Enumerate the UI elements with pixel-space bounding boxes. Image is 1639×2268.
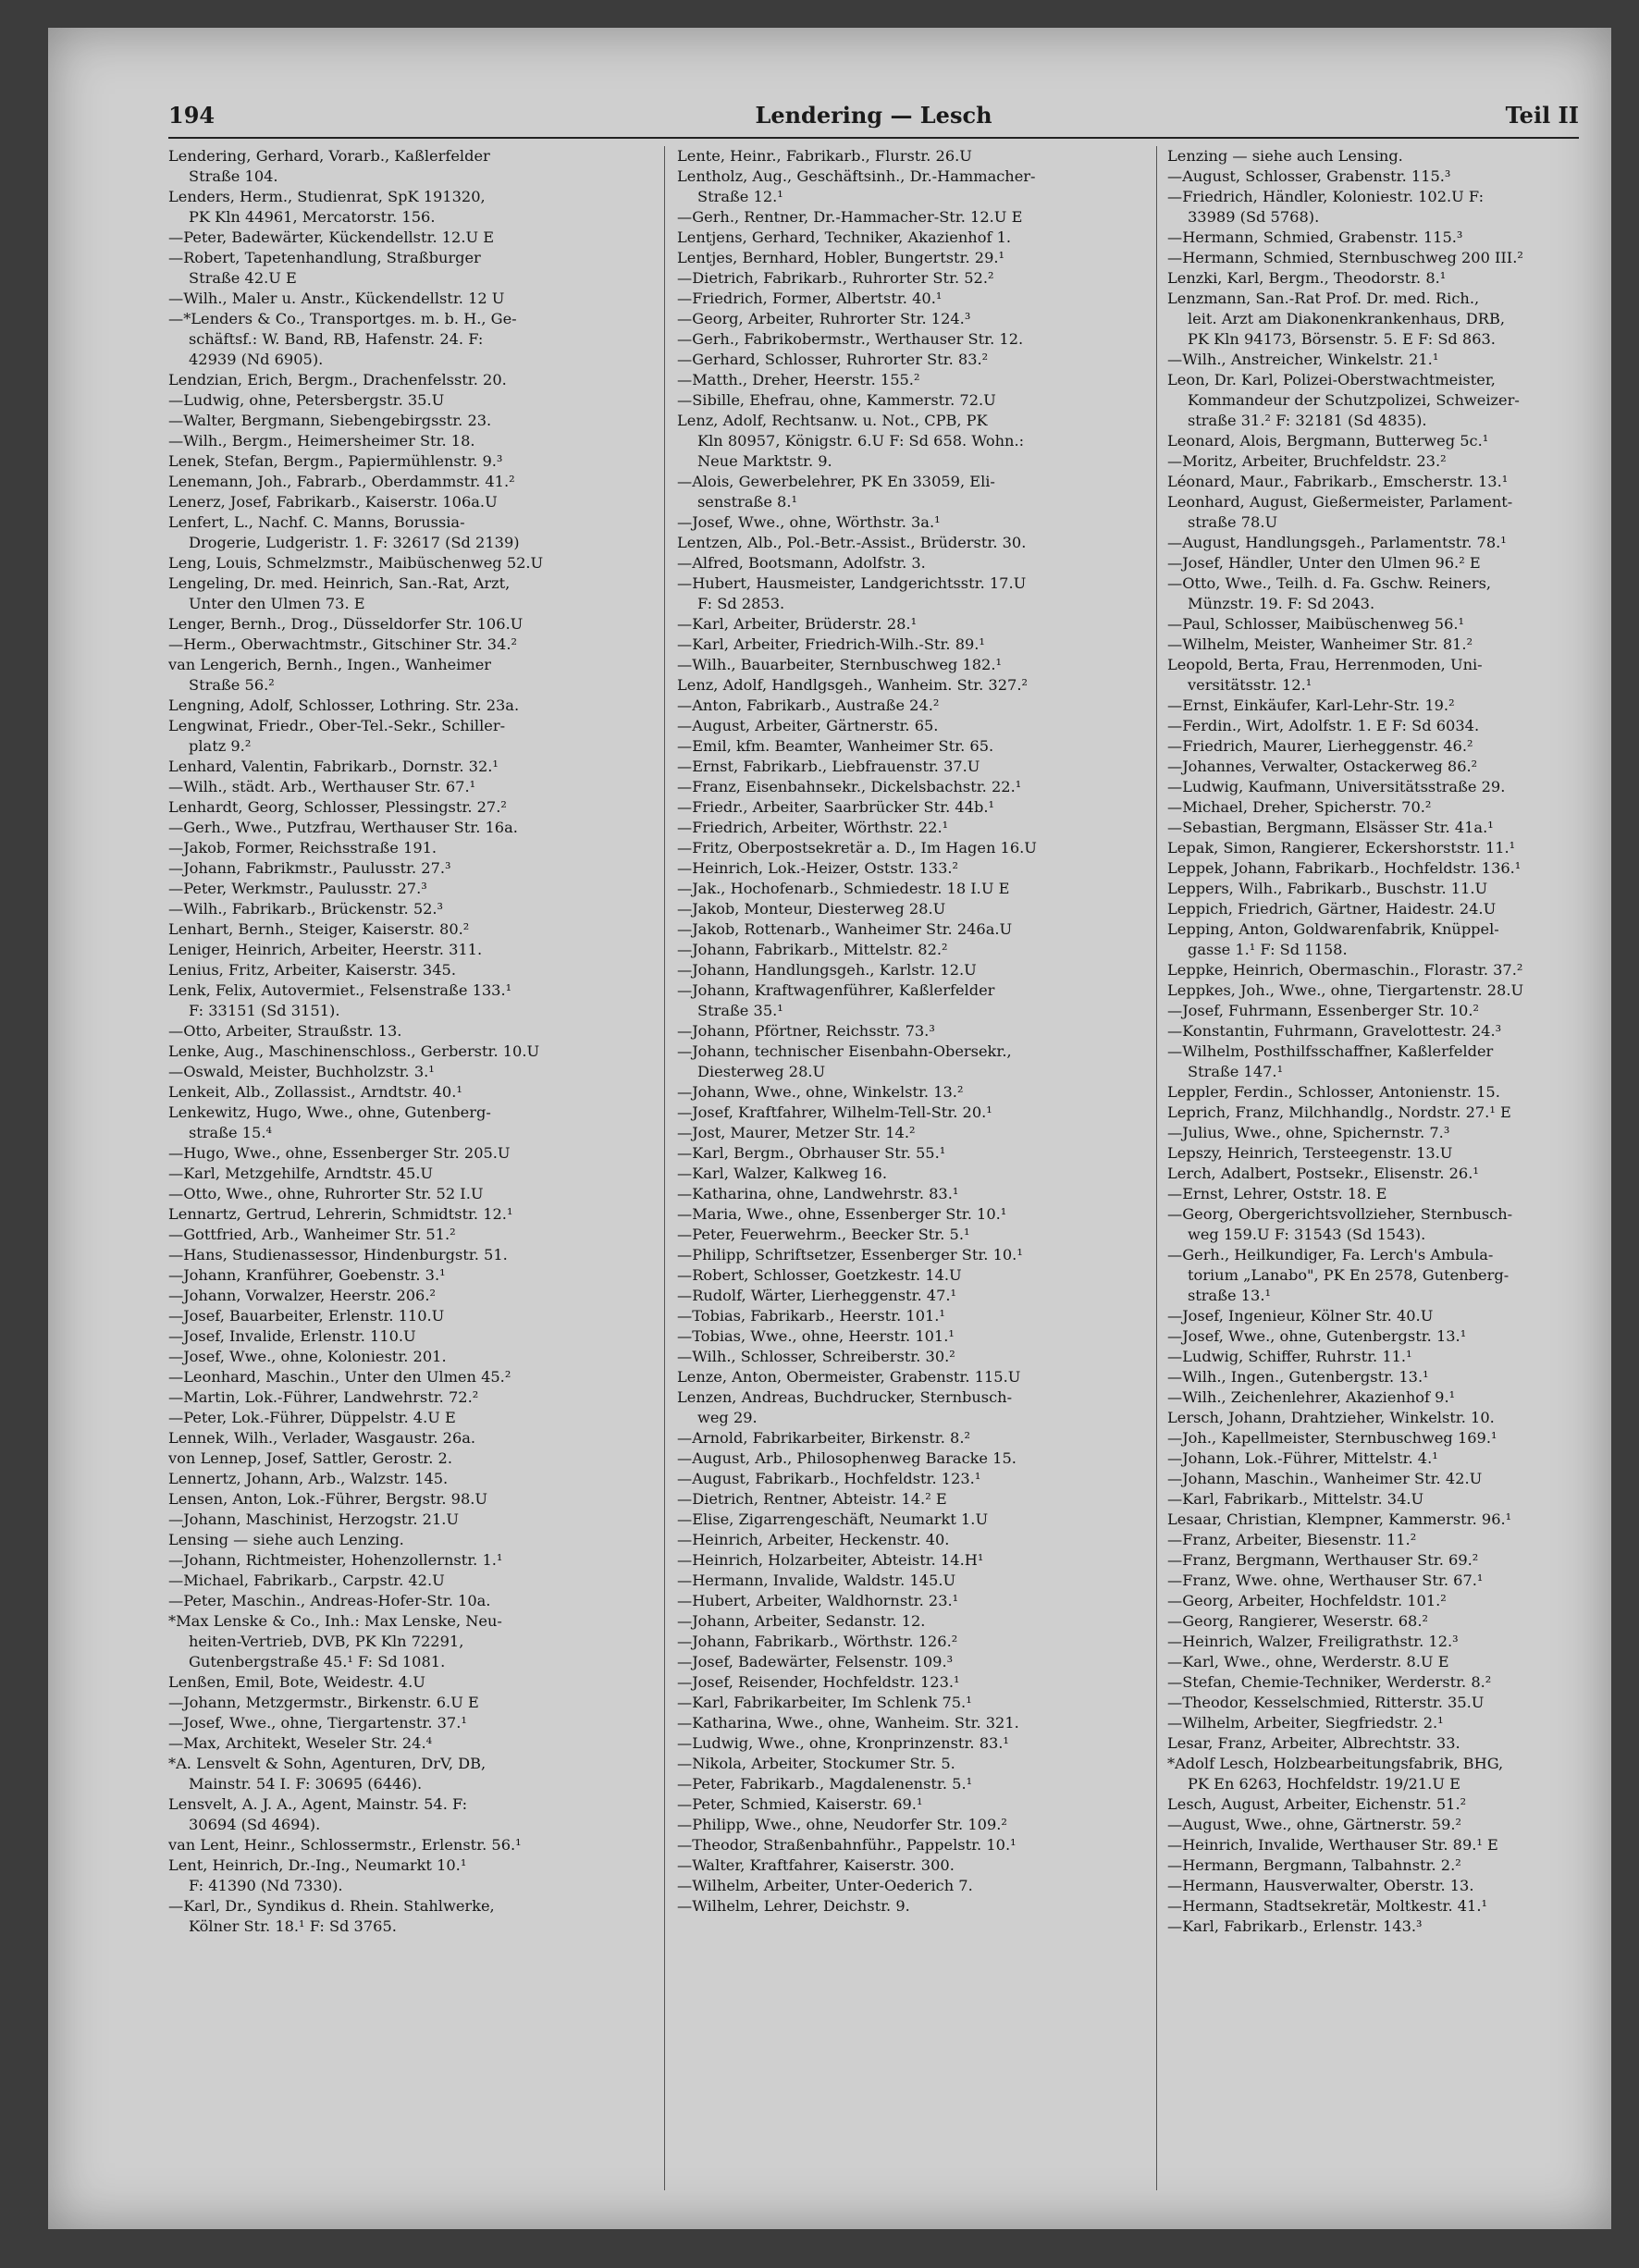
directory-entry-line: Lenzki, Karl, Bergm., Theodorstr. 8.¹ [1167,269,1447,287]
directory-entry-line: —Michael, Fabrikarb., Carpstr. 42.U [168,1572,445,1589]
directory-entry-line: van Lent, Heinr., Schlossermstr., Erlenstr. 56.¹ [168,1836,522,1854]
directory-entry-line: —Wilh., Zeichenlehrer, Akazienhof 9.¹ [1167,1388,1456,1406]
directory-entry-line: Leon, Dr. Karl, Polizei-Oberstwachtmeister, [1167,371,1496,388]
directory-entry-line: —Wilh., Maler u. Anstr., Kückendellstr. 12 U [168,290,505,307]
directory-entry-line: Lennartz, Gertrud, Lehrerin, Schmidtstr. 12.¹ [168,1205,513,1223]
directory-entry-line: Drogerie, Ludgeristr. 1. F: 32617 (Sd 2139) [189,534,520,551]
directory-entry-line: Lersch, Johann, Drahtzieher, Winkelstr. 10. [1167,1409,1495,1426]
directory-entry-line: Lenkeit, Alb., Zollassist., Arndtstr. 40.¹ [168,1083,462,1101]
directory-entry-line: Leng, Louis, Schmelzmstr., Maibüschenweg 52.U [168,554,544,572]
directory-entry-line: —Jakob, Former, Reichsstraße 191. [168,839,437,857]
directory-entry-line: —Johann, Pförtner, Reichsstr. 73.³ [677,1022,935,1040]
directory-entry-line: schäftsf.: W. Band, RB, Hafenstr. 24. F: [189,330,484,348]
directory-entry-line: *Adolf Lesch, Holzbearbeitungsfabrik, BHG, [1167,1755,1504,1772]
directory-entry-line: Leppek, Johann, Fabrikarb., Hochfeldstr. 136.¹ [1167,859,1522,877]
directory-entry-line: —Gerh., Wwe., Putzfrau, Werthauser Str. 16a. [168,819,518,836]
directory-entry-line: —Ferdin., Wirt, Adolfstr. 1. E F: Sd 6034. [1167,717,1480,734]
directory-entry-line: Lepping, Anton, Goldwarenfabrik, Knüppel- [1167,920,1499,938]
directory-entry-line: —Hubert, Arbeiter, Waldhornstr. 23.¹ [677,1592,959,1609]
directory-entry-line: —Georg, Arbeiter, Hochfeldstr. 101.² [1167,1592,1447,1609]
directory-entry-line: Straße 104. [189,167,278,185]
directory-entry-line: —Josef, Ingenieur, Kölner Str. 40.U [1167,1307,1434,1325]
directory-entry-line: —Tobias, Wwe., ohne, Heerstr. 101.¹ [677,1327,955,1345]
directory-entry-line: Lendzian, Erich, Bergm., Drachenfelsstr. 20. [168,371,507,388]
directory-entry-line: Lensen, Anton, Lok.-Führer, Bergstr. 98.U [168,1490,488,1508]
directory-entry-line: platz 9.² [189,737,252,755]
directory-entry-line: —Peter, Fabrikarb., Magdalenenstr. 5.¹ [677,1775,973,1793]
directory-entry-line: —Max, Architekt, Weseler Str. 24.⁴ [168,1734,433,1752]
directory-entry-line: Lennek, Wilh., Verlader, Wasgaustr. 26a. [168,1429,476,1447]
directory-entry-line: Lenke, Aug., Maschinenschloss., Gerberstr. 10.U [168,1042,540,1060]
directory-entry-line: —Hans, Studienassessor, Hindenburgstr. 51. [168,1246,508,1263]
directory-entry-line: Lennertz, Johann, Arb., Walzstr. 145. [168,1470,449,1487]
directory-entry-line: Lepak, Simon, Rangierer, Eckershorststr. 11.¹ [1167,839,1516,857]
directory-entry-line: —Gerhard, Schlosser, Ruhrorter Str. 83.² [677,351,989,368]
directory-entry-line: —Stefan, Chemie-Techniker, Werderstr. 8.² [1167,1673,1492,1691]
directory-entry-line: —Hugo, Wwe., ohne, Essenberger Str. 205.U [168,1144,511,1162]
directory-entry-line: Lentjes, Bernhard, Hobler, Bungertstr. 29.¹ [677,249,1005,266]
directory-entry-line: —Ludwig, Schiffer, Ruhrstr. 11.¹ [1167,1348,1412,1365]
directory-entry-line: Lenzmann, San.-Rat Prof. Dr. med. Rich., [1167,290,1480,307]
directory-entry-line: weg 159.U F: 31543 (Sd 1543). [1188,1226,1426,1243]
directory-entry-line: Léonard, Maur., Fabrikarb., Emscherstr. 13.¹ [1167,473,1509,490]
directory-entry-line: —Jakob, Monteur, Diesterweg 28.U [677,900,946,918]
directory-entry-line: —Tobias, Fabrikarb., Heerstr. 101.¹ [677,1307,945,1325]
directory-entry-line: PK Kln 94173, Börsenstr. 5. E F: Sd 863. [1188,330,1496,348]
directory-entry-line: van Lengerich, Bernh., Ingen., Wanheimer [168,656,492,673]
directory-entry-line: —Heinrich, Invalide, Werthauser Str. 89.¹ E [1167,1836,1498,1854]
directory-entry-line: straße 13.¹ [1188,1287,1271,1304]
directory-entry-line: —Peter, Schmied, Kaiserstr. 69.¹ [677,1795,923,1813]
directory-entry-line: —Philipp, Wwe., ohne, Neudorfer Str. 109.² [677,1816,1007,1833]
directory-entry-line: —Hermann, Bergmann, Talbahnstr. 2.² [1167,1856,1461,1874]
directory-entry-line: —Friedr., Arbeiter, Saarbrücker Str. 44b.¹ [677,798,994,816]
directory-entry-line: —August, Arb., Philosophenweg Baracke 15. [677,1449,1017,1467]
directory-entry-line: —Leonhard, Maschin., Unter den Ulmen 45.² [168,1368,511,1386]
directory-entry-line: Unter den Ulmen 73. E [189,595,365,612]
directory-column-3 [1167,146,1611,2200]
directory-entry-line: —Jakob, Rottenarb., Wanheimer Str. 246a.U [677,920,1013,938]
directory-entry-line: —Peter, Feuerwehrm., Beecker Str. 5.¹ [677,1226,970,1243]
directory-entry-line: —Herm., Oberwachtmstr., Gitschiner Str. 34.² [168,635,517,653]
directory-entry-line: *Max Lenske & Co., Inh.: Max Lenske, Neu- [168,1612,502,1630]
directory-entry-line: Lesaar, Christian, Klempner, Kammerstr. 96.¹ [1167,1510,1512,1528]
directory-entry-line: —Theodor, Kesselschmied, Ritterstr. 35.U [1167,1694,1485,1711]
directory-entry-line: —Heinrich, Lok.-Heizer, Oststr. 133.² [677,859,959,877]
directory-entry-line: —Fritz, Oberpostsekretär a. D., Im Hagen 16.U [677,839,1037,857]
directory-entry-line: Leniger, Heinrich, Arbeiter, Heerstr. 311. [168,941,483,958]
directory-entry-line: Lenek, Stefan, Bergm., Papiermühlenstr. 9.³ [168,452,503,470]
directory-entry-line: —Josef, Reisender, Hochfeldstr. 123.¹ [677,1673,960,1691]
directory-entry-line: Leppkes, Joh., Wwe., ohne, Tiergartenstr. 28.U [1167,981,1524,999]
directory-entry-line: —Paul, Schlosser, Maibüschenweg 56.¹ [1167,615,1465,633]
directory-entry-line: Lenk, Felix, Autovermiet., Felsenstraße 133.¹ [168,981,512,999]
directory-entry-line: —Peter, Werkmstr., Paulusstr. 27.³ [168,880,427,897]
directory-entry-line: —Karl, Arbeiter, Brüderstr. 28.¹ [677,615,918,633]
directory-entry-line: Leonhard, August, Gießermeister, Parlament- [1167,493,1513,511]
directory-entry-line: gasse 1.¹ F: Sd 1158. [1188,941,1348,958]
directory-entry-line: —Hermann, Invalide, Waldstr. 145.U [677,1572,956,1589]
directory-entry-line: —August, Fabrikarb., Hochfeldstr. 123.¹ [677,1470,981,1487]
directory-entry-line: Mainstr. 54 I. F: 30695 (6446). [189,1775,423,1793]
directory-entry-line: —Hermann, Schmied, Grabenstr. 115.³ [1167,228,1463,246]
directory-entry-line: versitätsstr. 12.¹ [1188,676,1312,694]
directory-entry-line: —Sibille, Ehefrau, ohne, Kammerstr. 72.U [677,391,996,409]
directory-entry-line: —Julius, Wwe., ohne, Spichernstr. 7.³ [1167,1124,1450,1141]
directory-entry-line: senstraße 8.¹ [697,493,797,511]
directory-column-2 [677,146,1162,2200]
directory-entry-line: —Peter, Badewärter, Kückendellstr. 12.U E [168,228,495,246]
directory-entry-line: —Franz, Wwe. ohne, Werthauser Str. 67.¹ [1167,1572,1484,1589]
directory-entry-line: —Konstantin, Fuhrmann, Gravelottestr. 24.³ [1167,1022,1502,1040]
directory-entry-line: 42939 (Nd 6905). [189,351,324,368]
directory-entry-line: —Karl, Bergm., Obrhauser Str. 55.¹ [677,1144,946,1162]
directory-entry-line: Leppers, Wilh., Fabrikarb., Buschstr. 11.U [1167,880,1488,897]
directory-entry-line: —Georg, Rangierer, Weserstr. 68.² [1167,1612,1428,1630]
directory-entry-line: —Wilh., Bergm., Heimersheimer Str. 18. [168,432,475,450]
directory-entry-line: —Ludwig, Kaufmann, Universitätsstraße 29. [1167,778,1506,795]
directory-entry-line: Lesar, Franz, Arbeiter, Albrechtstr. 33. [1167,1734,1460,1752]
directory-entry-line: Lenger, Bernh., Drog., Düsseldorfer Str. 106.U [168,615,524,633]
directory-entry-line: —Otto, Wwe., Teilh. d. Fa. Gschw. Reiners, [1167,574,1492,592]
directory-entry-line: Straße 56.² [189,676,275,694]
directory-entry-line: —Hubert, Hausmeister, Landgerichtsstr. 17.U [677,574,1027,592]
directory-entry-line: Lenze, Anton, Obermeister, Grabenstr. 115.U [677,1368,1021,1386]
directory-entry-line: —Katharina, ohne, Landwehrstr. 83.¹ [677,1185,959,1202]
directory-entry-line: leit. Arzt am Diakonenkrankenhaus, DRB, [1188,310,1506,327]
directory-entry-line: —Elise, Zigarrengeschäft, Neumarkt 1.U [677,1510,989,1528]
directory-entry-line: —Michael, Dreher, Spicherstr. 70.² [1167,798,1432,816]
directory-entry-line: —Heinrich, Arbeiter, Heckenstr. 40. [677,1531,950,1548]
directory-entry-line: —Jak., Hochofenarb., Schmiedestr. 18 I.U E [677,880,1010,897]
directory-entry-line: —Josef, Wwe., ohne, Tiergartenstr. 37.¹ [168,1714,467,1732]
directory-entry-line: Lenzing — siehe auch Lensing. [1167,147,1403,165]
directory-entry-line: —Otto, Arbeiter, Straußstr. 13. [168,1022,402,1040]
directory-entry-line: —Johann, Vorwalzer, Heerstr. 206.² [168,1287,436,1304]
directory-entry-line: —Wilh., Schlosser, Schreiberstr. 30.² [677,1348,955,1365]
directory-entry-line: Lente, Heinr., Fabrikarb., Flurstr. 26.U [677,147,972,165]
directory-entry-line: Lenemann, Joh., Fabrarb., Oberdammstr. 41.² [168,473,515,490]
directory-entry-line: Kln 80957, Königstr. 6.U F: Sd 658. Wohn.: [697,432,1025,450]
page-title: Lendering — Lesch [755,102,992,129]
directory-entry-line: —Johann, Wwe., ohne, Winkelstr. 13.² [677,1083,964,1101]
directory-entry-line: —Wilhelm, Lehrer, Deichstr. 9. [677,1897,910,1915]
directory-entry-line: —Johann, Lok.-Führer, Mittelstr. 4.¹ [1167,1449,1438,1467]
directory-entry-line: —Wilh., Bauarbeiter, Sternbuschweg 182.¹ [677,656,1002,673]
directory-entry-line: —Hermann, Schmied, Sternbuschweg 200 III.² [1167,249,1523,266]
directory-entry-line: Lensvelt, A. J. A., Agent, Mainstr. 54. F: [168,1795,468,1813]
directory-entry-line: —Johann, Fabrikarb., Wörthstr. 126.² [677,1633,958,1650]
directory-entry-line: —Maria, Wwe., ohne, Essenberger Str. 10.¹ [677,1205,1007,1223]
directory-entry-line: Lerch, Adalbert, Postsekr., Elisenstr. 26.¹ [1167,1165,1479,1182]
page-number: 194 [168,102,216,129]
directory-entry-line: —Johann, Fabrikmstr., Paulusstr. 27.³ [168,859,451,877]
directory-entry-line: —Friedrich, Former, Albertstr. 40.¹ [677,290,943,307]
directory-entry-line: —Friedrich, Maurer, Lierheggenstr. 46.² [1167,737,1473,755]
directory-entry-line: —Rudolf, Wärter, Lierheggenstr. 47.¹ [677,1287,957,1304]
directory-entry-line: —Johann, Maschinist, Herzogstr. 21.U [168,1510,460,1528]
directory-entry-line: —Karl, Walzer, Kalkweg 16. [677,1165,887,1182]
directory-entry-line: —Josef, Badewärter, Felsenstr. 109.³ [677,1653,954,1670]
page-header [168,94,1579,139]
directory-entry-line: —August, Arbeiter, Gärtnerstr. 65. [677,717,939,734]
directory-entry-line: —Wilh., Ingen., Gutenbergstr. 13.¹ [1167,1368,1429,1386]
directory-entry-line: —Ludwig, ohne, Petersbergstr. 35.U [168,391,445,409]
directory-page [48,28,1611,2229]
directory-entry-line: Leppler, Ferdin., Schlosser, Antonienstr. 15. [1167,1083,1500,1101]
directory-entry-line: Straße 147.¹ [1188,1063,1284,1080]
directory-entry-line: Neue Marktstr. 9. [697,452,832,470]
directory-entry-line: —Johann, Arbeiter, Sedanstr. 12. [677,1612,926,1630]
directory-entry-line: —Martin, Lok.-Führer, Landwehrstr. 72.² [168,1388,479,1406]
directory-entry-line: —Karl, Metzgehilfe, Arndtstr. 45.U [168,1165,434,1182]
directory-entry-line: —Franz, Eisenbahnsekr., Dickelsbachstr. 22.¹ [677,778,1022,795]
directory-entry-line: 30694 (Sd 4694). [189,1816,321,1833]
directory-entry-line: straße 78.U [1188,513,1278,531]
directory-entry-line: —Wilh., Anstreicher, Winkelstr. 21.¹ [1167,351,1439,368]
directory-entry-line: torium „Lanabo", PK En 2578, Gutenberg- [1188,1266,1510,1284]
directory-entry-line: —Gerh., Fabrikobermstr., Werthauser Str. 12. [677,330,1024,348]
directory-entry-line: Lenz, Adolf, Rechtsanw. u. Not., CPB, PK [677,412,988,429]
directory-entry-line: —Ludwig, Wwe., ohne, Kronprinzenstr. 83.¹ [677,1734,1009,1752]
directory-entry-line: —Josef, Wwe., ohne, Wörthstr. 3a.¹ [677,513,941,531]
directory-entry-line: Lengwinat, Friedr., Ober-Tel.-Sekr., Schiller- [168,717,506,734]
directory-entry-line: Lenders, Herm., Studienrat, SpK 191320, [168,188,486,205]
directory-entry-line: —Alois, Gewerbelehrer, PK En 33059, Eli- [677,473,995,490]
directory-entry-line: Kommandeur der Schutzpolizei, Schweizer- [1188,391,1520,409]
directory-entry-line: —Johann, Fabrikarb., Mittelstr. 82.² [677,941,948,958]
directory-entry-line: —Moritz, Arbeiter, Bruchfeldstr. 23.² [1167,452,1447,470]
directory-entry-line: F: 33151 (Sd 3151). [189,1002,340,1019]
directory-entry-line: —Wilhelm, Arbeiter, Siegfriedstr. 2.¹ [1167,1714,1444,1732]
directory-entry-line: —Gerh., Heilkundiger, Fa. Lerch's Ambula- [1167,1246,1494,1263]
directory-entry-line: Straße 35.¹ [697,1002,783,1019]
directory-entry-line: —Ernst, Lehrer, Oststr. 18. E [1167,1185,1387,1202]
directory-entry-line: PK Kln 44961, Mercatorstr. 156. [189,208,436,226]
directory-entry-line: —Theodor, Straßenbahnführ., Pappelstr. 10.¹ [677,1836,1017,1854]
directory-entry-line: PK En 6263, Hochfeldstr. 19/21.U E [1188,1775,1460,1793]
part-label: Teil II [1505,102,1579,129]
directory-entry-line: Lengning, Adolf, Schlosser, Lothring. Str. 23a. [168,696,520,714]
directory-entry-line: —Karl, Fabrikarb., Mittelstr. 34.U [1167,1490,1424,1508]
directory-entry-line: Straße 12.¹ [697,188,783,205]
column-divider [664,146,665,2190]
directory-entry-line: Lent, Heinrich, Dr.-Ing., Neumarkt 10.¹ [168,1856,467,1874]
directory-entry-line: Lenerz, Josef, Fabrikarb., Kaiserstr. 106a.U [168,493,498,511]
directory-entry-line: Lentzen, Alb., Pol.-Betr.-Assist., Brüderstr. 30. [677,534,1027,551]
directory-entry-line: —Peter, Maschin., Andreas-Hofer-Str. 10a. [168,1592,491,1609]
directory-entry-line: —Karl, Arbeiter, Friedrich-Wilh.-Str. 89.¹ [677,635,985,653]
directory-entry-line: —Karl, Dr., Syndikus d. Rhein. Stahlwerke, [168,1897,495,1915]
directory-entry-line: Lenßen, Emil, Bote, Weidestr. 4.U [168,1673,425,1691]
directory-entry-line: —Emil, kfm. Beamter, Wanheimer Str. 65. [677,737,994,755]
directory-entry-line: —Matth., Dreher, Heerstr. 155.² [677,371,920,388]
directory-entry-line: Lenhart, Bernh., Steiger, Kaiserstr. 80.² [168,920,470,938]
directory-entry-line: Gutenbergstraße 45.¹ F: Sd 1081. [189,1653,446,1670]
directory-entry-line: —Karl, Wwe., ohne, Werderstr. 8.U E [1167,1653,1449,1670]
directory-entry-line: —Wilh., städt. Arb., Werthauser Str. 67.¹ [168,778,476,795]
directory-entry-line: —Alfred, Bootsmann, Adolfstr. 3. [677,554,926,572]
directory-entry-line: —Johannes, Verwalter, Ostackerweg 86.² [1167,758,1478,775]
directory-entry-line: —Josef, Wwe., ohne, Gutenbergstr. 13.¹ [1167,1327,1467,1345]
directory-entry-line: Lenfert, L., Nachf. C. Manns, Borussia- [168,513,465,531]
directory-entry-line: —August, Handlungsgeh., Parlamentstr. 78.¹ [1167,534,1507,551]
directory-entry-line: —Otto, Wwe., ohne, Ruhrorter Str. 52 I.U [168,1185,484,1202]
directory-entry-line: —Wilh., Fabrikarb., Brückenstr. 52.³ [168,900,444,918]
directory-entry-line: —Jost, Maurer, Metzer Str. 14.² [677,1124,916,1141]
directory-entry-line: von Lennep, Josef, Sattler, Gerostr. 2. [168,1449,452,1467]
directory-entry-line: Lenius, Fritz, Arbeiter, Kaiserstr. 345. [168,961,456,979]
directory-entry-line: Straße 42.U E [189,269,297,287]
directory-entry-line: —Arnold, Fabrikarbeiter, Birkenstr. 8.² [677,1429,970,1447]
directory-entry-line: —Dietrich, Rentner, Abteistr. 14.² E [677,1490,947,1508]
directory-entry-line: Kölner Str. 18.¹ F: Sd 3765. [189,1917,397,1935]
directory-entry-line: —Wilhelm, Posthilfsschaffner, Kaßlerfelder [1167,1042,1494,1060]
directory-entry-line: Lenz, Adolf, Handlgsgeh., Wanheim. Str. 327.² [677,676,1028,694]
directory-entry-line: —Karl, Fabrikarb., Erlenstr. 143.³ [1167,1917,1423,1935]
directory-entry-line: —Karl, Fabrikarbeiter, Im Schlenk 75.¹ [677,1694,972,1711]
directory-entry-line: —Georg, Obergerichtsvollzieher, Sternbusch- [1167,1205,1513,1223]
directory-entry-line: F: 41390 (Nd 7330). [189,1877,343,1894]
directory-entry-line: Lepszy, Heinrich, Tersteegenstr. 13.U [1167,1144,1453,1162]
directory-entry-line: —Heinrich, Holzarbeiter, Abteistr. 14.H¹ [677,1551,984,1569]
directory-entry-line: Leppich, Friedrich, Gärtner, Haidestr. 24.U [1167,900,1497,918]
directory-entry-line: —Hermann, Hausverwalter, Oberstr. 13. [1167,1877,1474,1894]
directory-entry-line: —Josef, Bauarbeiter, Erlenstr. 110.U [168,1307,445,1325]
directory-entry-line: Lenzen, Andreas, Buchdrucker, Sternbusch- [677,1388,1013,1406]
directory-entry-line: —Joh., Kapellmeister, Sternbuschweg 169.¹ [1167,1429,1497,1447]
directory-entry-line: Lesch, August, Arbeiter, Eichenstr. 51.² [1167,1795,1467,1813]
directory-entry-line: —Dietrich, Fabrikarb., Ruhrorter Str. 52.² [677,269,994,287]
directory-column-1 [168,146,653,2200]
directory-entry-line: —Friedrich, Arbeiter, Wörthstr. 22.¹ [677,819,949,836]
directory-entry-line: —Johann, Maschin., Wanheimer Str. 42.U [1167,1470,1483,1487]
directory-entry-line: Leppke, Heinrich, Obermaschin., Florastr. 37.² [1167,961,1523,979]
directory-entry-line: —Robert, Tapetenhandlung, Straßburger [168,249,481,266]
directory-entry-line: —Josef, Wwe., ohne, Koloniestr. 201. [168,1348,447,1365]
directory-entry-line: Leonard, Alois, Bergmann, Butterweg 5c.¹ [1167,432,1489,450]
directory-entry-line: —Anton, Fabrikarb., Austraße 24.² [677,696,940,714]
directory-entry-line: —Oswald, Meister, Buchholzstr. 3.¹ [168,1063,435,1080]
directory-entry-line: —Robert, Schlosser, Goetzkestr. 14.U [677,1266,962,1284]
directory-entry-line: F: Sd 2853. [697,595,785,612]
directory-entry-line: —August, Wwe., ohne, Gärtnerstr. 59.² [1167,1816,1462,1833]
directory-entry-line: —Franz, Bergmann, Werthauser Str. 69.² [1167,1551,1479,1569]
directory-entry-line: —Wilhelm, Meister, Wanheimer Str. 81.² [1167,635,1473,653]
directory-entry-line: —Johann, technischer Eisenbahn-Obersekr., [677,1042,1012,1060]
directory-entry-line: —Peter, Lok.-Führer, Düppelstr. 4.U E [168,1409,456,1426]
directory-entry-line: —Josef, Fuhrmann, Essenberger Str. 10.² [1167,1002,1479,1019]
directory-entry-line: —Josef, Händler, Unter den Ulmen 96.² E [1167,554,1481,572]
directory-entry-line: —Ernst, Einkäufer, Karl-Lehr-Str. 19.² [1167,696,1455,714]
directory-entry-line: —Sebastian, Bergmann, Elsässer Str. 41a.¹ [1167,819,1494,836]
directory-entry-line: —Friedrich, Händler, Koloniestr. 102.U F: [1167,188,1485,205]
directory-entry-line: —Franz, Arbeiter, Biesenstr. 11.² [1167,1531,1417,1548]
directory-entry-line: weg 29. [697,1409,758,1426]
directory-entry-line: Lentholz, Aug., Geschäftsinh., Dr.-Hammacher- [677,167,1036,185]
directory-entry-line: *A. Lensvelt & Sohn, Agenturen, DrV, DB, [168,1755,487,1772]
directory-entry-line: —Gottfried, Arb., Wanheimer Str. 51.² [168,1226,456,1243]
directory-entry-line: Münzstr. 19. F: Sd 2043. [1188,595,1375,612]
directory-entry-line: —Johann, Kranführer, Goebenstr. 3.¹ [168,1266,446,1284]
directory-entry-line: Leopold, Berta, Frau, Herrenmoden, Uni- [1167,656,1483,673]
directory-entry-line: heiten-Vertrieb, DVB, PK Kln 72291, [189,1633,464,1650]
directory-entry-line: Lenhard, Valentin, Fabrikarb., Dornstr. 32.¹ [168,758,499,775]
directory-entry-line: Lenhardt, Georg, Schlosser, Plessingstr. 27.² [168,798,507,816]
directory-entry-line: Leprich, Franz, Milchhandlg., Nordstr. 27.¹ E [1167,1103,1511,1121]
directory-entry-line: —Johann, Kraftwagenführer, Kaßlerfelder [677,981,995,999]
directory-entry-line: —August, Schlosser, Grabenstr. 115.³ [1167,167,1451,185]
directory-entry-line: —*Lenders & Co., Transportges. m. b. H., Ge- [168,310,517,327]
directory-entry-line: Diesterweg 28.U [697,1063,826,1080]
directory-entry-line: —Heinrich, Walzer, Freiligrathstr. 12.³ [1167,1633,1459,1650]
directory-entry-line: —Georg, Arbeiter, Ruhrorter Str. 124.³ [677,310,971,327]
directory-entry-line: —Philipp, Schriftsetzer, Essenberger Str. 10.¹ [677,1246,1023,1263]
directory-entry-line: straße 31.² F: 32181 (Sd 4835). [1188,412,1427,429]
directory-entry-line: —Johann, Metzgermstr., Birkenstr. 6.U E [168,1694,479,1711]
directory-entry-line: Lentjens, Gerhard, Techniker, Akazienhof 1. [677,228,1012,246]
directory-entry-line: —Katharina, Wwe., ohne, Wanheim. Str. 321. [677,1714,1019,1732]
directory-entry-line: —Walter, Kraftfahrer, Kaiserstr. 300. [677,1856,955,1874]
directory-entry-line: —Nikola, Arbeiter, Stockumer Str. 5. [677,1755,955,1772]
directory-entry-line: —Johann, Richtmeister, Hohenzollernstr. 1.¹ [168,1551,503,1569]
directory-entry-line: Lenkewitz, Hugo, Wwe., ohne, Gutenberg- [168,1103,491,1121]
directory-entry-line: Lendering, Gerhard, Vorarb., Kaßlerfelder [168,147,490,165]
directory-entry-line: Lensing — siehe auch Lenzing. [168,1531,404,1548]
directory-entry-line: —Ernst, Fabrikarb., Liebfrauenstr. 37.U [677,758,980,775]
directory-entry-line: —Josef, Kraftfahrer, Wilhelm-Tell-Str. 20.¹ [677,1103,992,1121]
directory-entry-line: —Wilhelm, Arbeiter, Unter-Oederich 7. [677,1877,973,1894]
directory-entry-line: —Gerh., Rentner, Dr.-Hammacher-Str. 12.U E [677,208,1023,226]
directory-entry-line: —Johann, Handlungsgeh., Karlstr. 12.U [677,961,977,979]
directory-entry-line: straße 15.⁴ [189,1124,272,1141]
directory-entry-line: 33989 (Sd 5768). [1188,208,1320,226]
directory-entry-line: —Walter, Bergmann, Siebengebirgsstr. 23. [168,412,492,429]
directory-entry-line: —Hermann, Stadtsekretär, Moltkestr. 41.¹ [1167,1897,1487,1915]
directory-entry-line: Lengeling, Dr. med. Heinrich, San.-Rat, Arzt, [168,574,511,592]
directory-entry-line: —Josef, Invalide, Erlenstr. 110.U [168,1327,416,1345]
